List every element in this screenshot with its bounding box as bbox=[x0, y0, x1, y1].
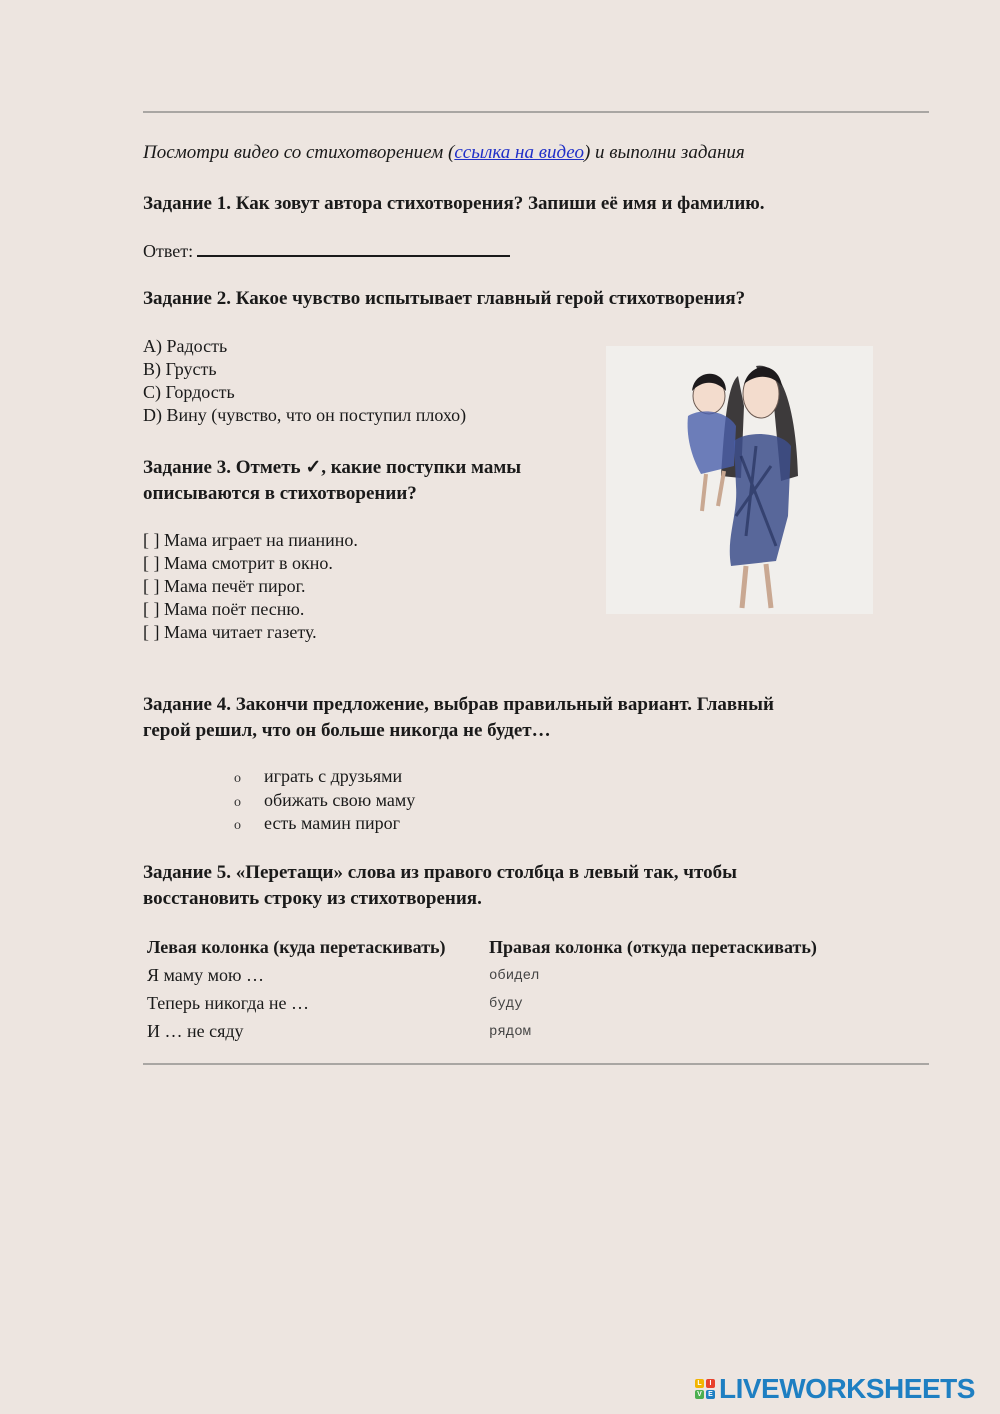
task3-title-line1: Задание 3. Отметь ✓, какие поступки мамы bbox=[143, 457, 522, 478]
mother-child-illustration bbox=[606, 346, 873, 614]
task2-option[interactable]: C) Гордость bbox=[143, 382, 235, 402]
task1-answer bbox=[143, 241, 510, 262]
draggable-word[interactable]: рядом bbox=[489, 1024, 532, 1040]
logo-letter: I bbox=[706, 1379, 715, 1388]
task1-title: Задание 1. Как зовут автора стихотворения? Запиши её имя и фамилию. bbox=[143, 193, 765, 214]
task3-items bbox=[143, 529, 358, 644]
radio-bullet-icon: o bbox=[234, 794, 241, 810]
task4-option[interactable] bbox=[234, 789, 415, 813]
illustration-svg bbox=[606, 346, 873, 614]
table-header-left: Левая колонка (куда перетаскивать) bbox=[147, 937, 446, 957]
task5-title-line1: Задание 5. «Перетащи» слова из правого столбца в левый так, чтобы bbox=[143, 862, 737, 883]
task3-item[interactable]: [ ] Мама поёт песню. bbox=[143, 599, 305, 619]
task4-title-line2: герой решил, что он больше никогда не будет… bbox=[143, 720, 551, 741]
table-header-right: Правая колонка (откуда перетаскивать) bbox=[489, 937, 817, 957]
task3-title bbox=[143, 455, 521, 507]
task2-option[interactable]: D) Вину (чувство, что он поступил плохо) bbox=[143, 405, 467, 425]
task3-item[interactable]: [ ] Мама читает газету. bbox=[143, 622, 317, 642]
draggable-word[interactable]: обидел bbox=[489, 968, 540, 984]
task2-title: Задание 2. Какое чувство испытывает главный герой стихотворения? bbox=[143, 288, 746, 309]
logo-letter: V bbox=[695, 1390, 704, 1399]
logo-letter: L bbox=[695, 1379, 704, 1388]
logo-text: LIVEWORKSHEETS bbox=[719, 1373, 975, 1404]
task4-option-label: играть с друзьями bbox=[264, 766, 403, 786]
task4-option[interactable] bbox=[234, 765, 415, 789]
intro-after: ) и выполни задания bbox=[583, 142, 745, 163]
task4-option[interactable] bbox=[234, 812, 415, 836]
task2-option[interactable]: A) Радость bbox=[143, 336, 228, 356]
task5-title bbox=[143, 860, 737, 912]
answer-field[interactable] bbox=[197, 243, 510, 257]
task2-options bbox=[143, 335, 466, 427]
drop-target-row[interactable]: Теперь никогда не … bbox=[147, 993, 309, 1013]
task5-title-line2: восстановить строку из стихотворения. bbox=[143, 888, 482, 909]
liveworksheets-logo bbox=[695, 1374, 975, 1404]
drop-target-row[interactable]: И … не сяду bbox=[147, 1021, 244, 1041]
radio-bullet-icon: o bbox=[234, 818, 241, 833]
video-link[interactable]: ссылка на видео bbox=[454, 142, 584, 163]
logo-blocks-icon bbox=[695, 1379, 715, 1399]
drop-target-row[interactable]: Я маму мою … bbox=[147, 965, 264, 985]
task3-item[interactable]: [ ] Мама смотрит в окно. bbox=[143, 553, 333, 573]
top-divider bbox=[143, 111, 929, 113]
answer-label: Ответ: bbox=[143, 241, 194, 261]
task3-item[interactable]: [ ] Мама играет на пианино. bbox=[143, 530, 358, 550]
task3-title-line2: описываются в стихотворении? bbox=[143, 483, 417, 504]
logo-letter: E bbox=[706, 1390, 715, 1399]
radio-bullet-icon: o bbox=[234, 771, 241, 786]
bottom-divider bbox=[143, 1063, 929, 1065]
task4-options bbox=[234, 765, 415, 836]
task4-title bbox=[143, 692, 774, 744]
intro-before: Посмотри видео со стихотворением ( bbox=[143, 142, 455, 163]
task3-item[interactable]: [ ] Мама печёт пирог. bbox=[143, 576, 306, 596]
intro-text bbox=[143, 142, 745, 164]
task4-option-label: обижать свою маму bbox=[264, 789, 416, 810]
draggable-word[interactable]: буду bbox=[489, 996, 523, 1012]
task4-title-line1: Задание 4. Закончи предложение, выбрав правильный вариант. Главный bbox=[143, 694, 774, 715]
task2-option[interactable]: B) Грусть bbox=[143, 359, 217, 379]
task4-option-label: есть мамин пирог bbox=[264, 813, 401, 833]
